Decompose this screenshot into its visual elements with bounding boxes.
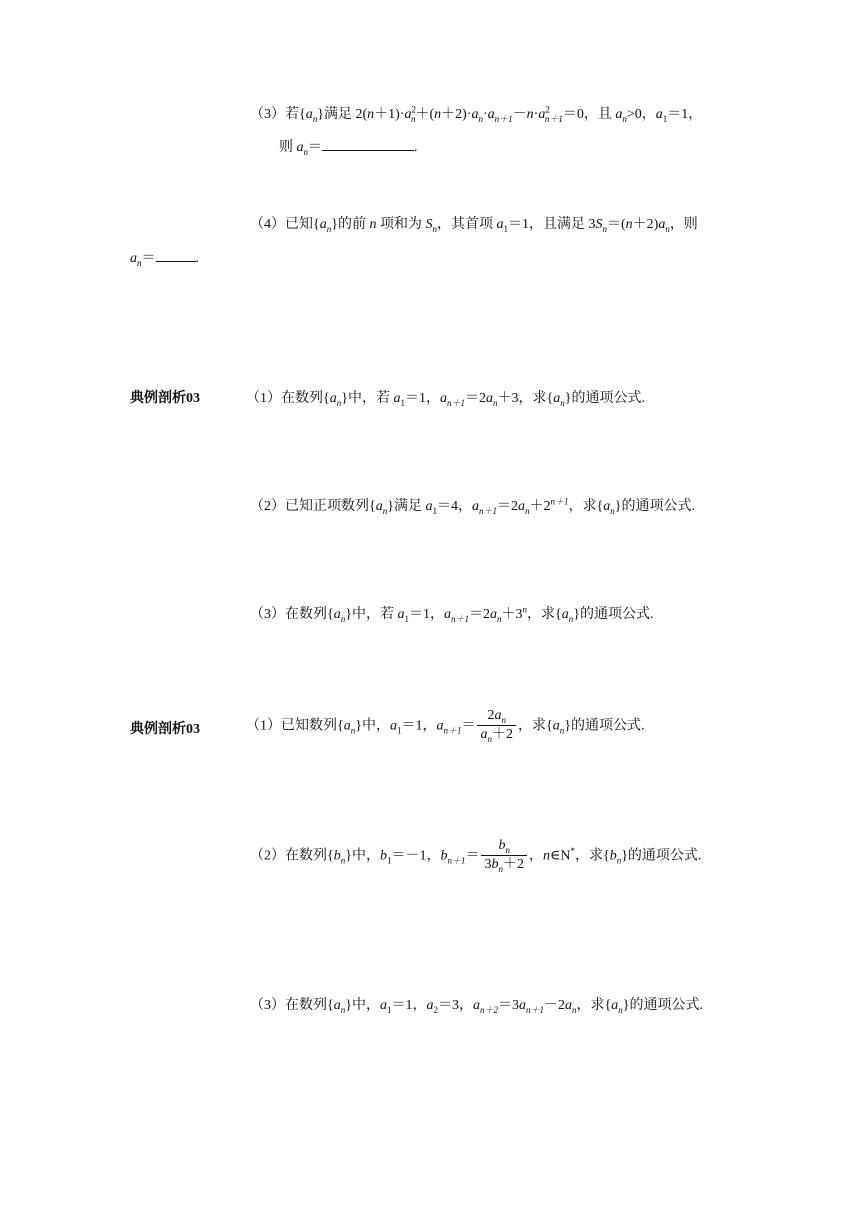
example-2-q3: （3）在数列$\{a_n\}$中，$a_1=1$，$a_2=3$，$a_{n+2}=3a_{n+1}-2a_n$，求$\{a_n\}$的通项公式. <box>250 998 703 1015</box>
answer-blank[interactable] <box>322 136 414 151</box>
fraction: $\frac{b_n}{3b_n+2}$ <box>481 837 527 874</box>
fraction: $\frac{2a_n}{a_n+2}$ <box>477 707 516 744</box>
problem-4-line1: （4）已知$\{a_n\}$的前 n 项和为 $S_n$，其首项 $a_1=1$，且满足 $3S_n=(n+2)a_n$，则 <box>250 217 698 234</box>
section-title: 典例剖析03 <box>130 722 200 737</box>
example-1-q3: （3）在数列$\{a_n\}$中，若 $a_1=1$，$a_{n+1}=2a_n+3^n$，求$\{a_n\}$的通项公式. <box>250 604 654 624</box>
problem-4-line2: $a_n=$ . <box>130 247 199 269</box>
example-1-q2: （2）已知正项数列$\{a_n\}$满足 $a_1=4$，$a_{n+1}=2a_n+2^{n+1}$，求$\{a_n\}$的通项公式. <box>250 496 695 516</box>
answer-blank[interactable] <box>156 247 196 262</box>
example-2-q1: （1）已知数列$\{a_n\}$中，$a_1=1$，$a_{n+1}=$ $\frac{2a_n}{a_n+2}$ ，求$\{a_n\}$的通项公式. <box>246 708 645 744</box>
section-title: 典例剖析03 <box>130 391 200 406</box>
example-2-q2: （2）在数列$\{b_n\}$中，$b_1=-1$，$b_{n+1}=$ $\frac{b_n}{3b_n+2}$ ，n∈N*，求$\{b_n\}$的通项公式. <box>250 838 702 874</box>
example-1-q1: （1）在数列$\{a_n\}$中，若 $a_1=1$，$a_{n+1}=2a_n+3$，求$\{a_n\}$的通项公式. <box>246 391 645 408</box>
problem-3-line2: 则 $a_n=$ . <box>279 136 418 158</box>
problem-3-line1: （3）若$\{a_n\}$满足 $2(n+1)\cdot a^2_n+(n+2)\cdot a_n\cdot a_{n+1}-n\cdot a^2_{n+1}=0$，且 $a_n>0$，$a_1=1$， <box>250 104 703 124</box>
